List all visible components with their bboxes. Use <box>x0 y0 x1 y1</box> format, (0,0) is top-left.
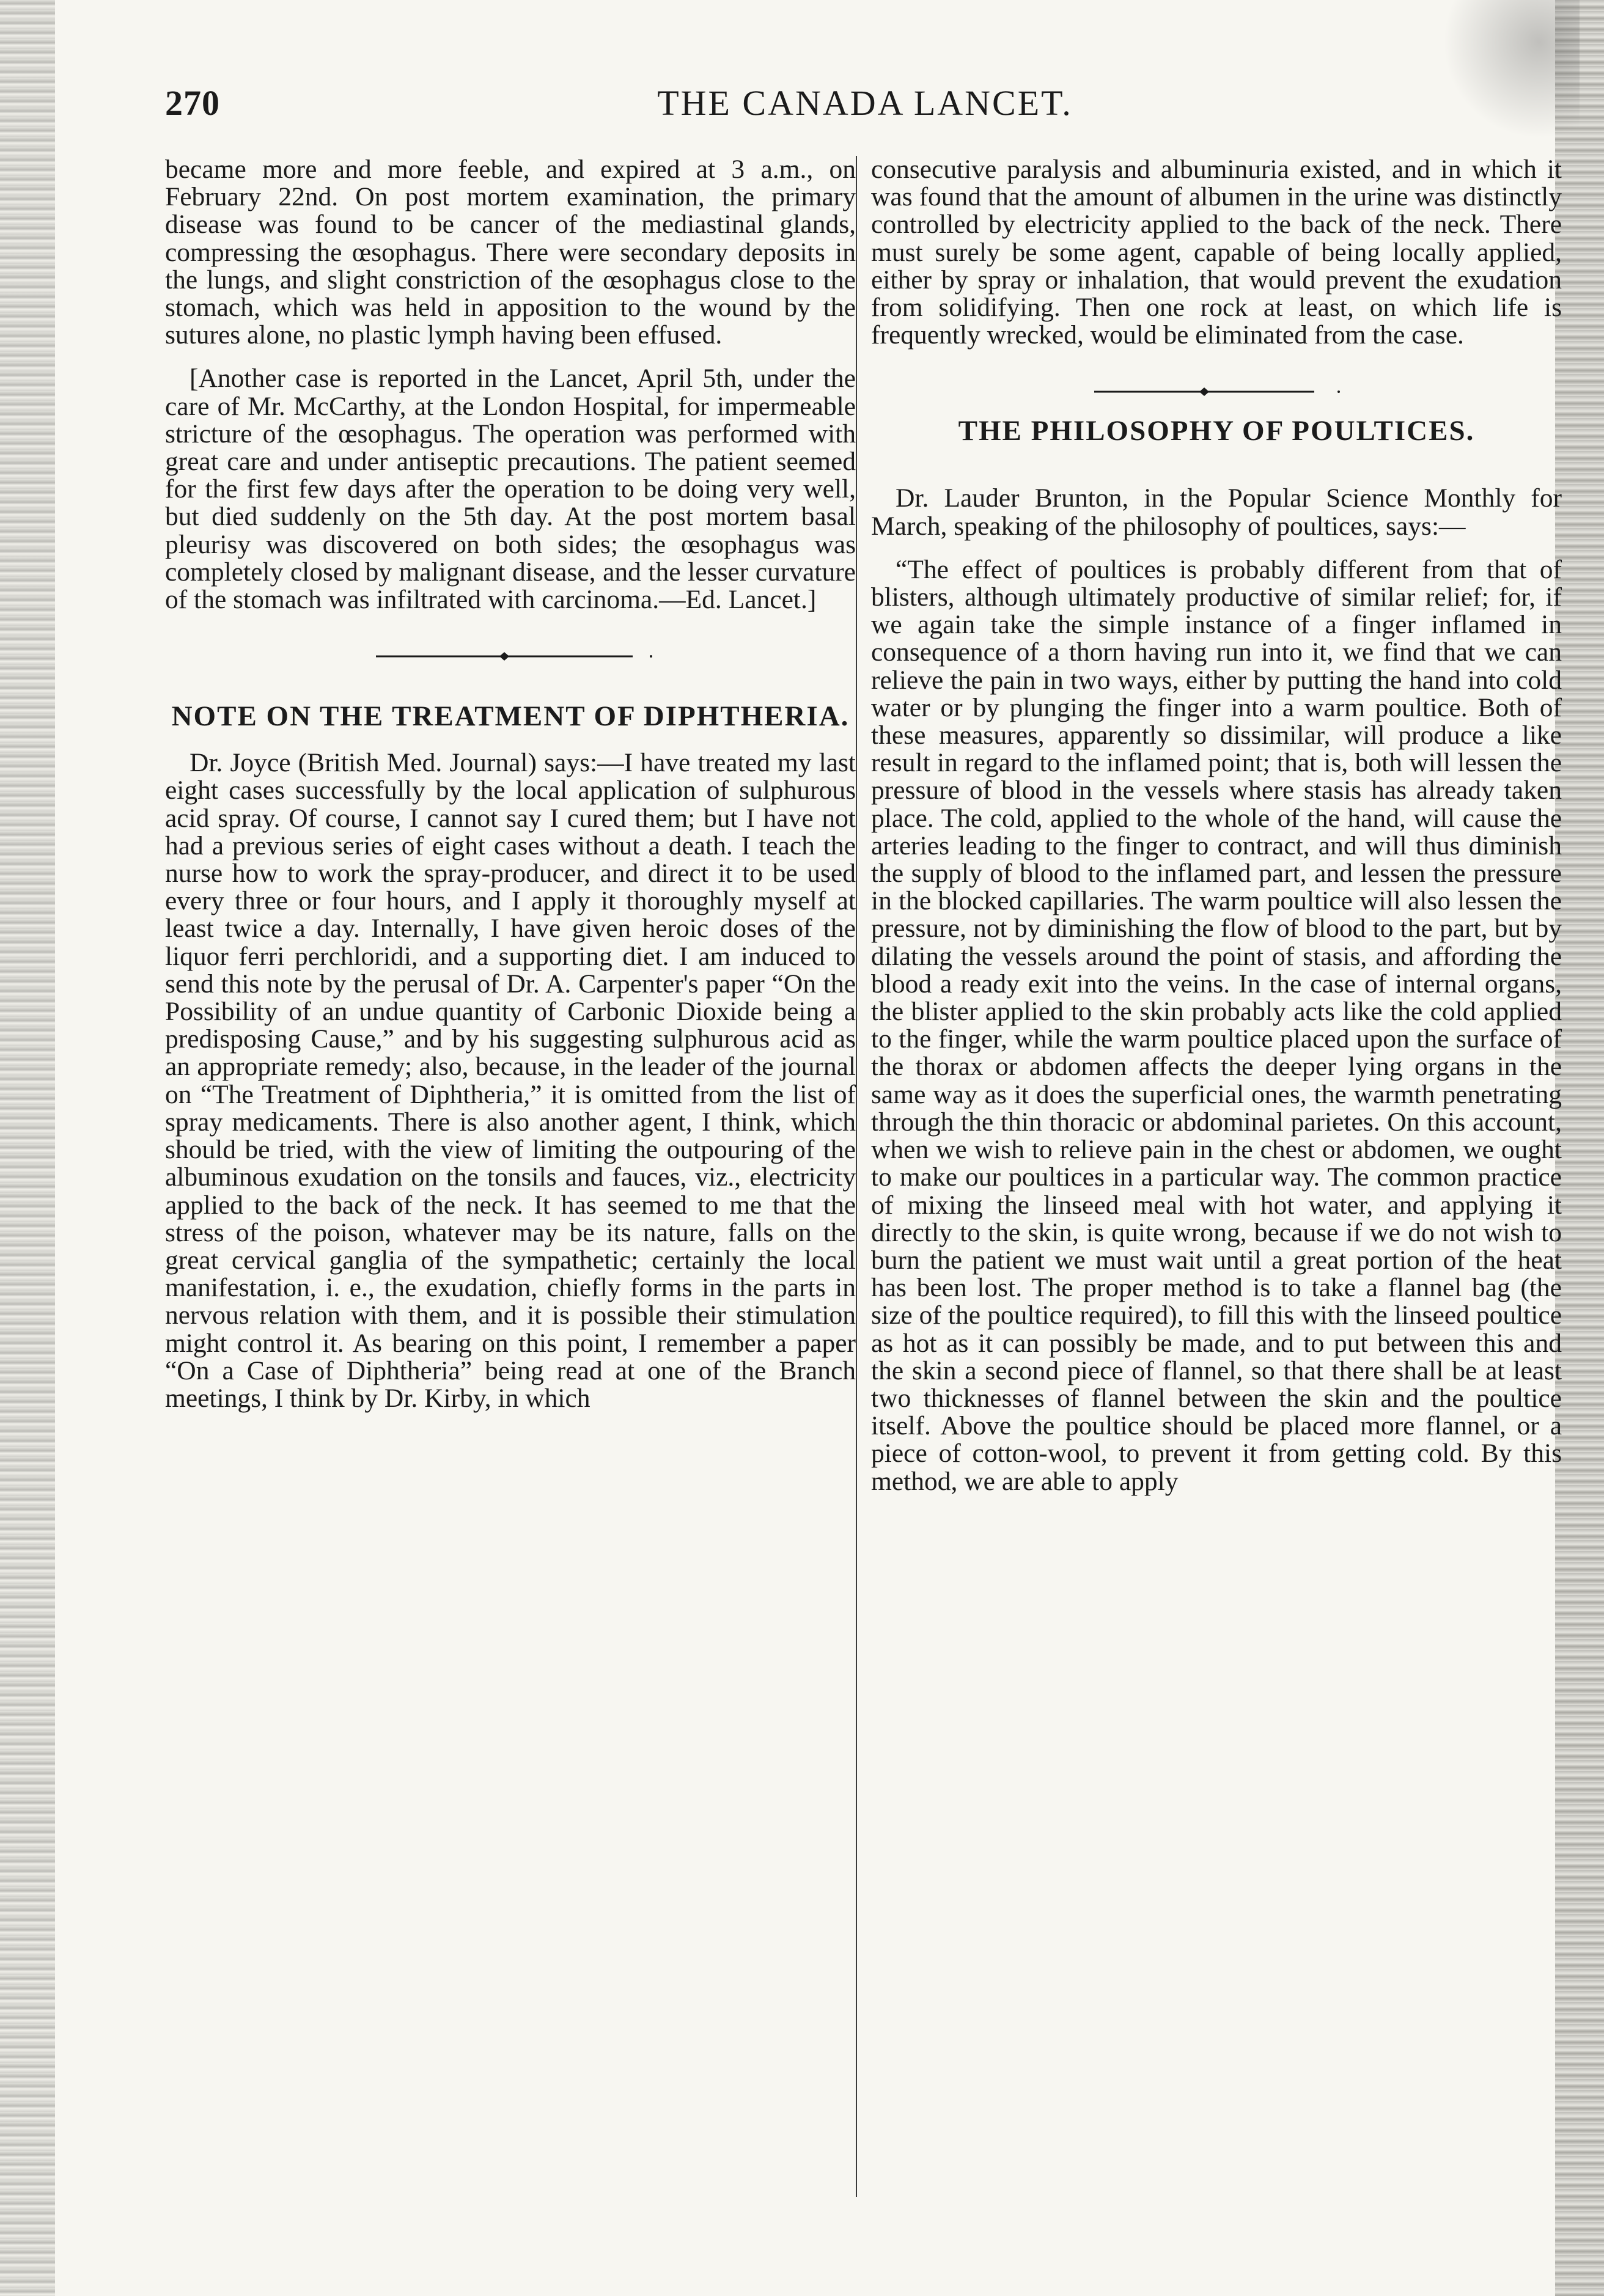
right-paragraph-2-intro: Dr. Lauder Brunton, in the Popular Science Monthly for March, speaking of the philosophy of poultices, says:— <box>871 483 1562 541</box>
right-paragraph-3-quote: “The effect of poultices is probably different from that of blisters, although ultimately productive of similar relief; for, if we again take the simple instance of a finger inflamed in consequence of a thorn having run into it, we find that we can relieve the pain in two ways, either by putting the hand into cold water or by plunging the finger into a warm poultice. Both of these measures, apparently so dissimilar, will produce a like result in regard to the inflamed point; that is, both will lessen the pressure of blood in the vessels where stasis has already taken place. The cold, applied to the whole of the hand, will cause the arteries leading to the finger to contract, and will thus diminish the supply of blood to the inflamed part, and lessen the pressure in the blocked capillaries. The warm poultice will also lessen the pressure, not by diminishing the flow of blood to the part, but by dilating the vessels around the point of stasis, and affording the blood a ready exit into the veins. In the case of internal organs, the blister applied to the skin probably acts like the cold applied to the finger, while the warm poultice placed upon the surface of the thorax or abdomen affects the deeper lying organs in the same way as it does the superficial ones, the warmth penetrating through the thin thoracic or abdominal parietes. On this account, when we wish to relieve pain in the chest or abdomen, we ought to make our poultices in a particular way. The common practice of mixing the linseed meal with hot water, and applying it directly to the skin, is quite wrong, because if we do not wish to burn the patient we must wait until a great portion of the heat has been lost. The proper method is to take a flannel bag (the size of the poultice required), to fill this with the linseed poultice as hot as it can possibly be made, and to put between this and the skin a second piece of flannel, so that there shall be at least two thicknesses of flannel between the skin and the poultice itself. Above the poultice should be placed more flannel, or a piece of cotton-wool, to prevent it from getting cold. By this method, we are able to apply <box>871 554 1562 1496</box>
column-divider <box>856 156 857 2197</box>
scan-edge-left <box>0 0 55 2296</box>
left-paragraph-2-editor-note: [Another case is reported in the Lancet, April 5th, under the care of Mr. McCarthy, at the London Hospital, for impermeable stricture of the œsophagus. The operation was performed with great care and under antiseptic precautions. The patient seemed for the first few days after the operation to be doing very well, but died suddenly on the 5th day. At the post mortem basal pleurisy was discovered on both sides; the œsophagus was completely closed by malignant disease, and the lesser curvature of the stomach was infiltrated with carcinoma.—Ed. Lancet.] <box>165 364 856 615</box>
section-title-diphtheria: NOTE ON THE TREATMENT OF DIPHTHERIA. <box>171 700 850 733</box>
section-ornament-divider <box>1070 386 1363 398</box>
left-column <box>165 156 856 2197</box>
page-header <box>165 76 1565 125</box>
left-paragraph-1: became more and more feeble, and expired at 3 a.m., on February 22nd. On post mortem examination, the primary disease was found to be cancer of the mediastinal glands, compressing the œsophagus. There were secondary deposits in the lungs, and slight constriction of the œsophagus close to the stomach, which was held in apposition to the wound by the sutures alone, no plastic lymph having been effused. <box>165 155 856 350</box>
page-number: 270 <box>165 83 220 123</box>
section-title-poultices: THE PHILOSOPHY OF POULTICES. <box>958 415 1475 447</box>
right-column <box>871 156 1562 2197</box>
section-ornament-divider <box>364 650 657 662</box>
right-paragraph-1: consecutive paralysis and albuminuria existed, and in which it was found that the amount of albumen in the urine was distinctly controlled by electricity applied to the back of the neck. There must surely be some agent, capable of being locally applied, either by spray or inhalation, that would prevent the exudation from solidifying. Then one rock at least, on which life is frequently wrecked, would be eliminated from the case. <box>871 155 1562 350</box>
running-title: THE CANADA LANCET. <box>657 83 1073 123</box>
scan-edge-right <box>1555 0 1604 2296</box>
left-paragraph-3-diphtheria: Dr. Joyce (British Med. Journal) says:—I have treated my last eight cases successfully by the local application of sulphurous acid spray. Of course, I cannot say I cured them; but I have not had a previous series of eight cases without a death. I teach the nurse how to work the spray-producer, and direct it to be used every three or four hours, and I apply it thoroughly myself at least twice a day. Internally, I have given heroic doses of the liquor ferri perchloridi, and a supporting diet. I am induced to send this note by the perusal of Dr. A. Carpenter's paper “On the Possibility of an undue quantity of Carbonic Dioxide being a predisposing Cause,” and by his suggesting sulphurous acid as an appropriate remedy; also, because, in the leader of the journal on “The Treatment of Diphtheria,” it is omitted from the list of spray medicaments. There is also another agent, I think, which should be tried, with the view of limiting the outpouring of the albuminous exudation on the tonsils and fauces, viz., electricity applied to the back of the neck. It has seemed to me that the stress of the poison, whatever may be its nature, falls on the great cervical ganglia of the sympathetic; certainly the local manifestation, i. e., the exudation, chiefly forms in the parts in nervous relation with them, and it is possible their stimulation might control it. As bearing on this point, I remember a paper “On a Case of Diphtheria” being read at one of the Branch meetings, I think by Dr. Kirby, in which <box>165 748 856 1413</box>
